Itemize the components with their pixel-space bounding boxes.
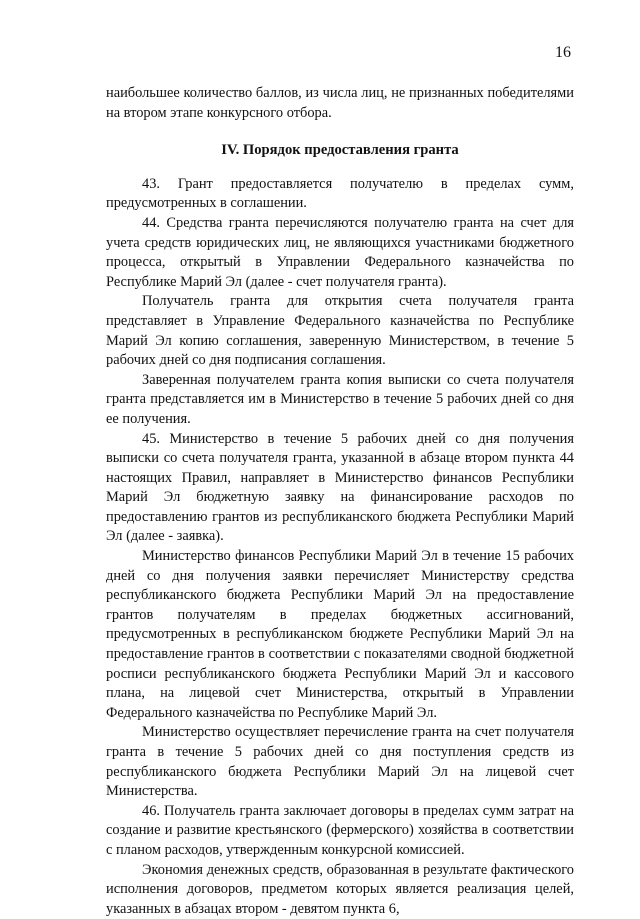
paragraph-46-savings: Экономия денежных средств, образованная в результате фактического исполнения договоров, предметом которых является реализация целей, указанных в абзацах втором - девятом пункта 6, [106, 861, 574, 917]
page-number: 16 [555, 44, 571, 61]
paragraph-45-funds-transfer: Министерство финансов Республики Марий Эл в течение 15 рабочих дней со дня получения заявки перечисляет Министерству средства республиканского бюджета Республики Марий Эл на предоставление грантов получателям в пределах бюджетных ассигнований, предусмотренных в республиканском бюджете Республики Марий Эл на предоставление грантов в соответствии с показателями сводной бюджетной росписи республиканского бюджета Республики Марий Эл и кассового плана, на лицевой счет Министерства, открытый в Управлении Федерального казначейства по Республике Марий Эл. [106, 548, 574, 721]
paragraph-43: 43. Грант предоставляется получателю в пределах сумм, предусмотренных в соглашении. [106, 175, 574, 212]
paragraph-46: 46. Получатель гранта заключает договоры в пределах сумм затрат на создание и развитие крестьянского (фермерского) хозяйства в соответствии с планом расходов, утвержденным конкурсной комиссией. [106, 802, 574, 858]
paragraph-45: 45. Министерство в течение 5 рабочих дней со дня получения выписки со счета получателя гранта, указанной в абзаце втором пункта 44 настоящих Правил, направляет в Министерство финансов Республики Марий Эл бюджетную заявку на финансирование расходов по предоставлению грантов из республиканского бюджета Республики Марий Эл (далее - заявка). [106, 430, 574, 545]
paragraph-45-grant-transfer: Министерство осуществляет перечисление гранта на счет получателя гранта в течение 5 рабочих дней со дня поступления средств из республиканского бюджета Республики Марий Эл на лицевой счет Министерства. [106, 724, 574, 800]
paragraph-44: 44. Средства гранта перечисляются получателю гранта на счет для учета средств юридических лиц, не являющихся участниками бюджетного процесса, открытый в Управлении Федерального казначейства по Республике Марий Эл (далее - счет получателя гранта). [106, 214, 574, 290]
section-title: IV. Порядок предоставления гранта [221, 142, 459, 159]
intro-paragraph: наибольшее количество баллов, из числа лиц, не признанных победителями на втором этапе конкурсного отбора. [106, 85, 574, 121]
paragraph-44-account-opening: Получатель гранта для открытия счета получателя гранта представляет в Управление Федерального казначейства по Республике Марий Эл копию соглашения, заверенную Министерством, в течение 5 рабочих дней со дня подписания соглашения. [106, 293, 574, 369]
paragraph-44-statement-copy: Заверенная получателем гранта копия выписки со счета получателя гранта представляется им в Министерство в течение 5 рабочих дней со дня ее получения. [106, 371, 574, 427]
document-body [106, 84, 574, 919]
